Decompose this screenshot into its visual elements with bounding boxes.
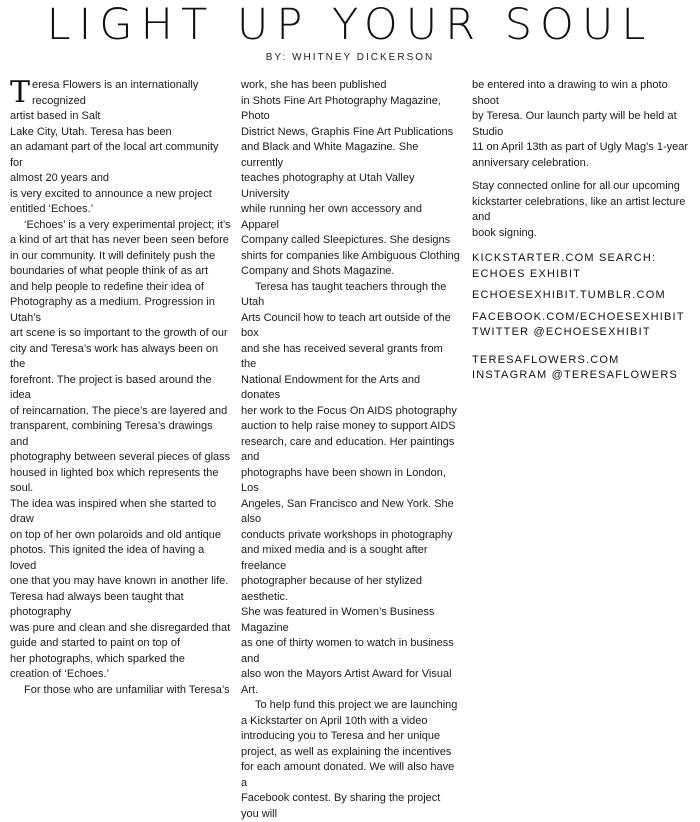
text-line: Arts Council how to teach art outside of the box xyxy=(241,311,451,339)
text-line: For those who are unfamiliar with Teresa’s xyxy=(24,683,230,696)
text-line: city and Teresa’s work has always been on the xyxy=(10,342,219,370)
paragraph-intro xyxy=(10,75,232,218)
social-links xyxy=(472,251,694,384)
text-line: housed in lighted box which represents the soul. xyxy=(10,466,219,494)
text-line: photographs have been shown in London, Los xyxy=(241,466,446,494)
text-line: for each amount donated. We will also have a xyxy=(241,761,455,789)
text-line: a Kickstarter on April 10th with a video xyxy=(241,714,428,727)
text-line: while running her own accessory and Apparel xyxy=(241,203,422,231)
twitter-link: TWITTER @ECHOESEXHIBIT xyxy=(472,326,651,338)
text-line: shirts for companies like Ambiguous Clothing xyxy=(241,249,460,262)
drop-cap: T xyxy=(10,75,31,110)
text-line: book signing. xyxy=(472,226,537,239)
article-title: LIGHT UP YOUR SOUL xyxy=(46,0,654,50)
text-line: Photography as a medium. Progression in Utah’s xyxy=(10,296,215,324)
text-line: in Shots Fine Art Photography Magazine, Photo xyxy=(241,94,441,122)
website-link: TERESAFLOWERS.COM xyxy=(472,353,620,366)
text-line: The idea was inspired when she started to draw xyxy=(10,497,217,525)
text-line: photographer because of her stylized aesthetic. xyxy=(241,575,423,603)
text-line: one that you may have known in another life. xyxy=(10,575,229,587)
text-line: introducing you to Teresa and her unique xyxy=(241,730,441,742)
text-line: almost 20 years and xyxy=(10,172,110,184)
text-line: Company called Sleepictures. She designs xyxy=(241,234,451,246)
text-line: eresa Flowers is an internationally recognized xyxy=(32,79,199,107)
text-line: transparent, combining Teresa’s drawings and xyxy=(10,420,213,448)
text-line: also won the Mayors Artist Award for Visual Art. xyxy=(241,668,452,696)
text-line: artist based in Salt xyxy=(10,110,101,122)
text-line: kickstarter celebrations, like an artist lecture and xyxy=(472,195,686,223)
text-line: photography between several pieces of glass xyxy=(10,451,231,463)
text-line: on top of her own polaroids and old antique xyxy=(10,528,221,541)
text-line: She was featured in Women’s Business Magazine xyxy=(241,606,435,634)
text-line: was pure and clean and she disregarded that xyxy=(10,621,231,634)
text-line: project, as well as explaining the incentives xyxy=(241,745,452,758)
text-line: Stay connected online for all our upcoming xyxy=(472,180,680,192)
text-line: in our community. It will definitely push the xyxy=(10,249,216,262)
column-1 xyxy=(10,75,232,698)
text-line: by Teresa. Our launch party will be held at Studio xyxy=(472,110,677,138)
text-line: National Endowment for the Arts and donates xyxy=(241,373,421,401)
paragraph-stay-connected xyxy=(472,179,694,241)
text-line: and help people to redefine their idea of xyxy=(10,280,204,293)
text-line: Lake City, Utah. Teresa has been xyxy=(10,125,172,138)
text-line: 11 on April 13th as part of Ugly Mag’s 1-year xyxy=(472,141,689,153)
text-line: boundaries of what people think of as art xyxy=(10,265,209,277)
text-line: and she has received several grants from the xyxy=(241,342,443,370)
text-line: work, she has been published xyxy=(241,79,387,91)
column-3 xyxy=(472,78,694,384)
byline: BY: WHITNEY DICKERSON xyxy=(265,52,435,63)
facebook-link: FACEBOOK.COM/ECHOESEXHIBIT xyxy=(472,310,685,323)
text-line: be entered into a drawing to win a photo shoot xyxy=(472,79,668,107)
text-line: Angeles, San Francisco and New York. She also xyxy=(241,497,454,525)
text-line: Teresa has taught teachers through the Utah xyxy=(241,280,447,308)
kickstarter-search-label: KICKSTARTER.COM SEARCH: xyxy=(472,252,657,264)
text-line: ‘Echoes’ is a very experimental project; it’s xyxy=(24,218,231,231)
text-line: an adamant part of the local art community for xyxy=(10,141,219,169)
text-line: a kind of art that has never been seen before xyxy=(10,234,229,246)
tumblr-link: ECHOESEXHIBIT.TUMBLR.COM xyxy=(472,289,666,301)
text-line: and Black and White Magazine. She currently xyxy=(241,141,419,169)
text-line: of reincarnation. The piece’s are layered and xyxy=(10,404,228,417)
paragraph-drawing xyxy=(472,78,694,171)
text-line: Company and Shots Magazine. xyxy=(241,265,395,277)
text-line: Teresa had always been taught that photography xyxy=(10,590,184,618)
text-line: conducts private workshops in photography xyxy=(241,528,453,541)
text-line: creation of ‘Echoes.’ xyxy=(10,668,110,680)
paragraph-echoes xyxy=(10,218,232,683)
paragraph-published xyxy=(241,78,461,280)
text-line: as one of thirty women to watch in business and xyxy=(241,637,454,665)
text-line: Facebook contest. By sharing the project you will xyxy=(241,792,441,820)
text-line: auction to help raise money to support AIDS xyxy=(241,420,456,432)
text-line: her work to the Focus On AIDS photography xyxy=(241,404,457,417)
text-line: District News, Graphis Fine Art Publications xyxy=(241,125,454,138)
paragraph-kickstarter xyxy=(241,698,461,822)
text-line: her photographs, which sparked the xyxy=(10,652,185,665)
text-line: and mixed media and is a sought after freelance xyxy=(241,544,428,572)
text-line: art scene is so important to the growth of our xyxy=(10,327,228,339)
text-line: anniversary celebration. xyxy=(472,156,589,169)
column-2 xyxy=(241,78,461,822)
text-line: teaches photography at Utah Valley University xyxy=(241,172,415,200)
text-line: entitled ‘Echoes.’ xyxy=(10,203,94,215)
paragraph-teaching xyxy=(241,280,461,699)
text-line: photos. This ignited the idea of having a loved xyxy=(10,544,205,572)
instagram-link: INSTAGRAM @TERESAFLOWERS xyxy=(472,369,679,381)
text-line: research, care and education. Her paintings and xyxy=(241,435,455,463)
text-line: To help fund this project we are launching xyxy=(255,699,458,711)
kickstarter-search-term: ECHOES EXHIBIT xyxy=(472,267,582,280)
text-line: guide and started to paint on top of xyxy=(10,637,181,649)
text-line: is very excited to announce a new project xyxy=(10,187,212,200)
text-line: forefront. The project is based around the idea xyxy=(10,373,212,401)
paragraph-unfamiliar xyxy=(10,683,232,699)
